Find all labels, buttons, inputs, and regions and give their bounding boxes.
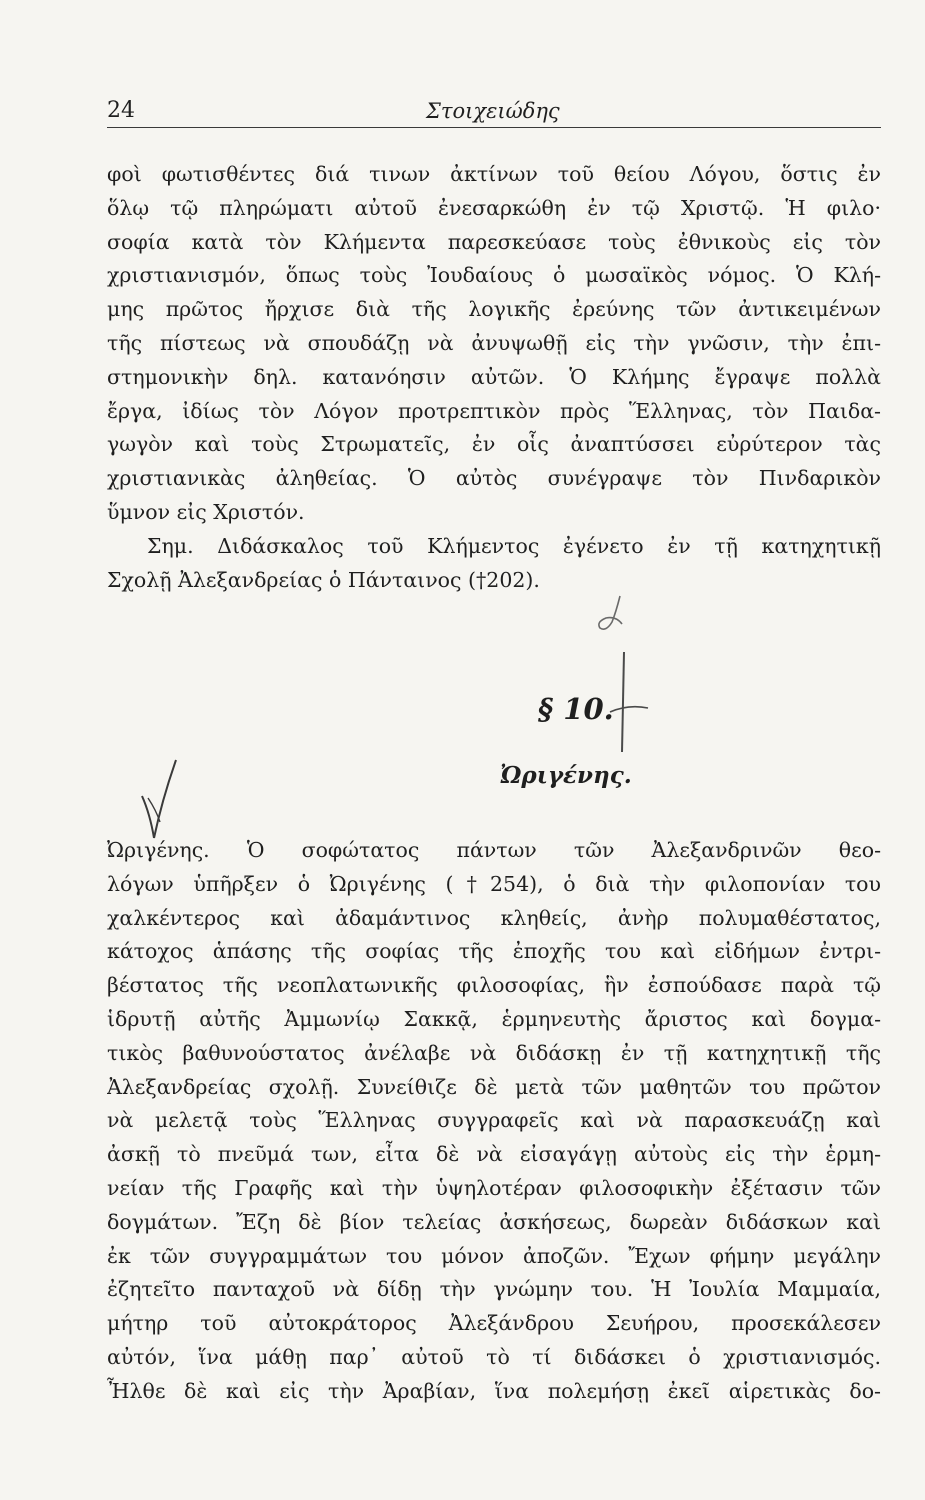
text-line: ἀσκῇ τὸ πνεῦμά των, εἶτα δὲ νὰ εἰσαγάγῃ αὐτοὺς εἰς τὴν ἑρμη- xyxy=(107,1142,881,1167)
note-line: Σχολῇ Ἀλεξανδρείας ὁ Πάνταινος (†202). xyxy=(107,567,540,592)
header-rule xyxy=(107,127,881,128)
pencil-mark-icon xyxy=(592,588,640,640)
text-line: μης πρῶτος ἤρχισε διὰ τῆς λογικῆς ἐρεύνης τῶν ἀντικειμένων xyxy=(107,297,881,322)
text-line: τῆς πίστεως νὰ σπουδάζῃ νὰ ἀνυψωθῇ εἰς τὴν γνῶσιν, τὴν ἐπι- xyxy=(107,330,881,355)
text-line: ἐζητεῖτο πανταχοῦ νὰ δίδῃ τὴν γνώμην του. Ἡ Ἰουλία Μαμμαία, xyxy=(107,1277,881,1302)
text-line: γωγὸν καὶ τοὺς Στρωματεῖς, ἐν οἷς ἀναπτύσσει εὐρύτερον τὰς xyxy=(107,432,881,457)
text-line: χριστιανισμόν, ὅπως τοὺς Ἰουδαίους ὁ μωσαϊκὸς νόμος. Ὁ Κλή- xyxy=(107,263,881,288)
text-line: νείαν τῆς Γραφῆς καὶ τὴν ὑψηλοτέραν φιλοσοφικὴν ἐξέτασιν τῶν xyxy=(107,1175,881,1200)
section-title: Ὠριγένης. xyxy=(500,762,632,789)
text-line: σοφία κατὰ τὸν Κλήμεντα παρεσκεύασε τοὺς ἐθνικοὺς εἰς τὸν xyxy=(107,229,881,254)
text-line: λόγων ὑπῆρξεν ὁ Ὠριγένης (†254), ὁ διὰ τὴν φιλοπονίαν του xyxy=(107,871,881,896)
page-number: 24 xyxy=(107,98,135,123)
pencil-check-icon xyxy=(138,752,182,852)
section-number: § 10. xyxy=(538,692,614,726)
text-line: χριστιανικὰς ἀληθείας. Ὁ αὐτὸς συνέγραψε τὸν Πινδαρικὸν xyxy=(107,466,881,491)
text-line: ἔργα, ἰδίως τὸν Λόγον προτρεπτικὸν πρὸς Ἕλληνας, τὸν Παιδα- xyxy=(107,398,881,423)
text-line: Ἀλεξανδρείας σχολῇ. Συνείθιζε δὲ μετὰ τῶν μαθητῶν του πρῶτον xyxy=(107,1074,881,1099)
text-line: ἱδρυτῇ αὐτῆς Ἀμμωνίῳ Σακκᾷ, ἑρμηνευτὴς ἄριστος καὶ δογμα- xyxy=(107,1006,881,1031)
text-line: ἐκ τῶν συγγραμμάτων του μόνον ἀποζῶν. Ἔχων φήμην μεγάλην xyxy=(107,1243,881,1268)
text-line: δογμάτων. Ἔζη δὲ βίον τελείας ἀσκήσεως, δωρεὰν διδάσκων καὶ xyxy=(107,1209,881,1234)
page-header xyxy=(107,98,881,128)
text-line: βέστατος τῆς νεοπλατωνικῆς φιλοσοφίας, ἣν ἐσπούδασε παρὰ τῷ xyxy=(107,973,881,998)
text-line: χαλκέντερος καὶ ἀδαμάντινος κληθείς, ἀνὴρ πολυμαθέστατος, xyxy=(107,905,881,930)
text-line: Ὠριγένης. Ὁ σοφώτατος πάντων τῶν Ἀλεξανδρινῶν θεο- xyxy=(107,838,881,862)
text-line: φοὶ φωτισθέντες διά τινων ἀκτίνων τοῦ θείου Λόγου, ὅστις ἐν xyxy=(107,162,881,186)
paragraph-clement xyxy=(107,158,881,597)
text-line: ὅλῳ τῷ πληρώματι αὐτοῦ ἐνεσαρκώθη ἐν τῷ Χριστῷ. Ἡ φιλο· xyxy=(107,195,881,220)
text-line: Ἦλθε δὲ καὶ εἰς τὴν Ἀραβίαν, ἵνα πολεμήσῃ ἐκεῖ αἱρετικὰς δο- xyxy=(107,1378,881,1403)
note-line: Σημ. Διδάσκαλος τοῦ Κλήμεντος ἐγένετο ἐν τῇ κατηχητικῇ xyxy=(147,533,881,558)
text-line: κάτοχος ἁπάσης τῆς σοφίας τῆς ἐποχῆς του καὶ εἰδήμων ἐντρι- xyxy=(107,939,881,964)
text-line: μήτηρ τοῦ αὐτοκράτορος Ἀλεξάνδρου Σευήρου, προσεκάλεσεν xyxy=(107,1311,881,1336)
pencil-cross-icon xyxy=(606,648,652,758)
text-line: στημονικὴν δηλ. κατανόησιν αὐτῶν. Ὁ Κλήμης ἔγραψε πολλὰ xyxy=(107,364,881,389)
paragraph-origen xyxy=(107,834,881,1409)
text-line: αὐτόν, ἵνα μάθῃ παρ᾿ αὐτοῦ τὸ τί διδάσκει ὁ χριστιανισμός. xyxy=(107,1344,881,1369)
text-line: ὕμνον εἰς Χριστόν. xyxy=(107,499,305,524)
text-line: νὰ μελετᾷ τοὺς Ἕλληνας συγγραφεῖς καὶ νὰ παρασκευάζῃ καὶ xyxy=(107,1108,881,1133)
running-title: Στοιχειώδης xyxy=(426,99,560,123)
text-line: τικὸς βαθυνούστατος ἀνέλαβε νὰ διδάσκῃ ἐν τῇ κατηχητικῇ τῆς xyxy=(107,1040,881,1065)
